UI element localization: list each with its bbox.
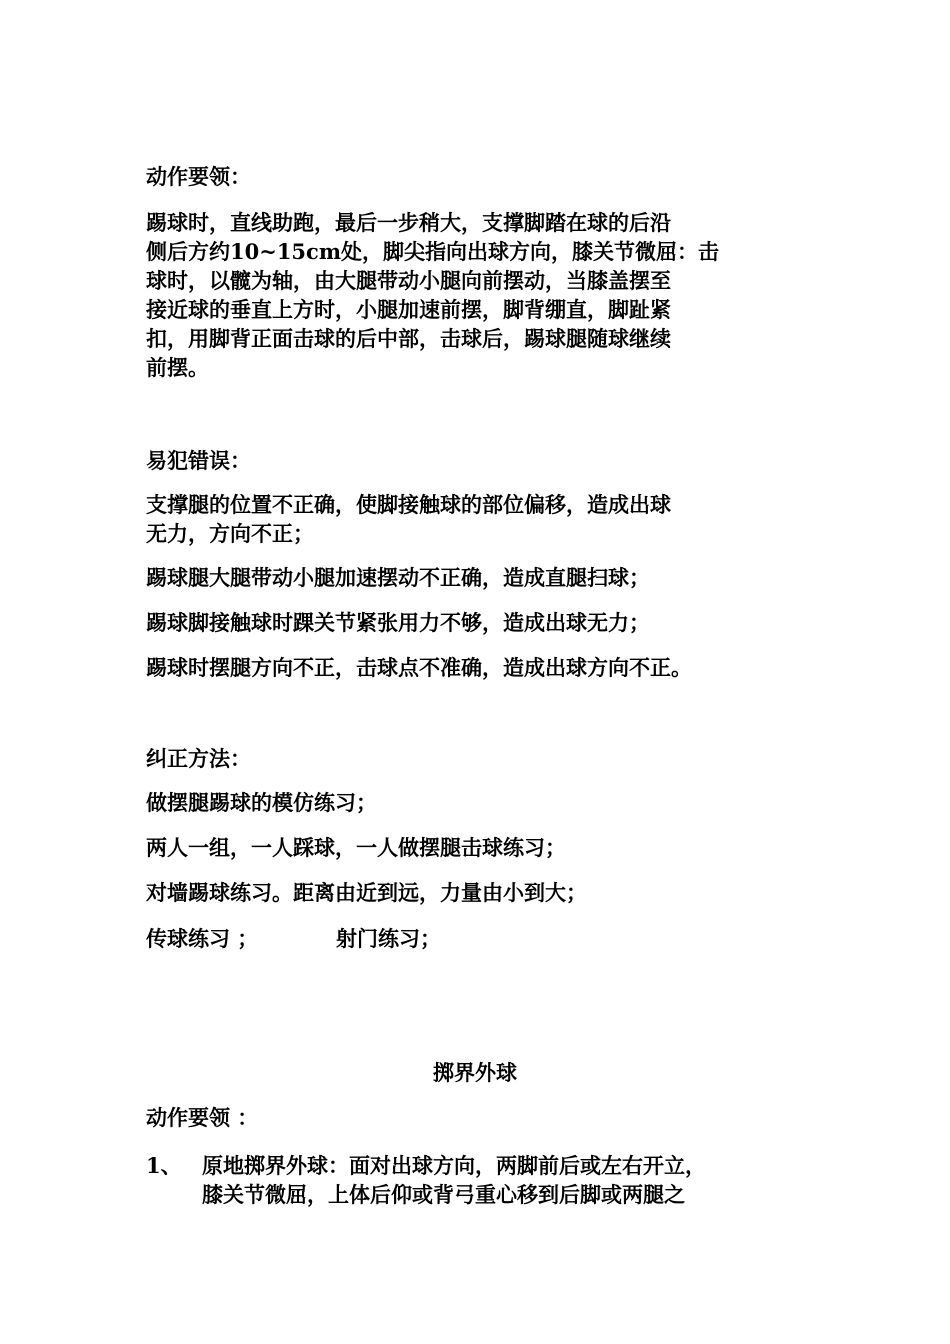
error-item: 无力，方向不正； (146, 521, 314, 546)
paragraph-line: 踢球时，直线助跑，最后一步稍大，支撑脚踏在球的后沿 (146, 210, 671, 235)
section-heading-technique-2: 动作要领 ： (146, 1105, 259, 1130)
correction-item: 对墙踢球练习。距离由近到远，力量由小到大； (146, 880, 587, 905)
paragraph-line: 扣，用脚背正面击球的后中部，击球后，踢球腿随球继续 (146, 326, 671, 351)
section-heading-correction: 纠正方法： (146, 746, 251, 771)
section-heading-common-errors: 易犯错误： (146, 448, 251, 473)
correction-item: 传球练习 ； (146, 926, 259, 951)
correction-item: 做摆腿踢球的模仿练习； (146, 790, 377, 815)
section-heading-technique: 动作要领： (146, 164, 251, 189)
error-item: 支撑腿的位置不正确，使脚接触球的部位偏移，造成出球 (146, 492, 671, 517)
paragraph-line: 球时，以髋为轴，由大腿带动小腿向前摆动，当膝盖摆至 (146, 268, 671, 293)
paragraph-line: 接近球的垂直上方时，小腿加速前摆，脚背绷直，脚趾紧 (146, 297, 671, 322)
correction-item: 两人一组，一人踩球，一人做摆腿击球练习； (146, 835, 566, 860)
error-item: 踢球时摆腿方向不正，击球点不准确，造成出球方向不正。 (146, 655, 692, 680)
error-item: 踢球脚接触球时踝关节紧张用力不够，造成出球无力； (146, 610, 650, 635)
list-item-line: 原地掷界外球：面对出球方向，两脚前后或左右开立， (202, 1153, 706, 1178)
error-item: 踢球腿大腿带动小腿加速摆动不正确，造成直腿扫球； (146, 565, 650, 590)
correction-item: 射门练习； (336, 926, 441, 951)
paragraph-line: 侧后方约10~15cm处，脚尖指向出球方向，膝关节微屈：击 (146, 239, 720, 264)
list-number: 1、 (146, 1153, 182, 1178)
list-item-line: 膝关节微屈，上体后仰或背弓重心移到后脚或两腿之 (202, 1182, 685, 1207)
paragraph-line: 前摆。 (146, 355, 209, 380)
section-title-throw-in: 掷界外球 (433, 1060, 517, 1085)
